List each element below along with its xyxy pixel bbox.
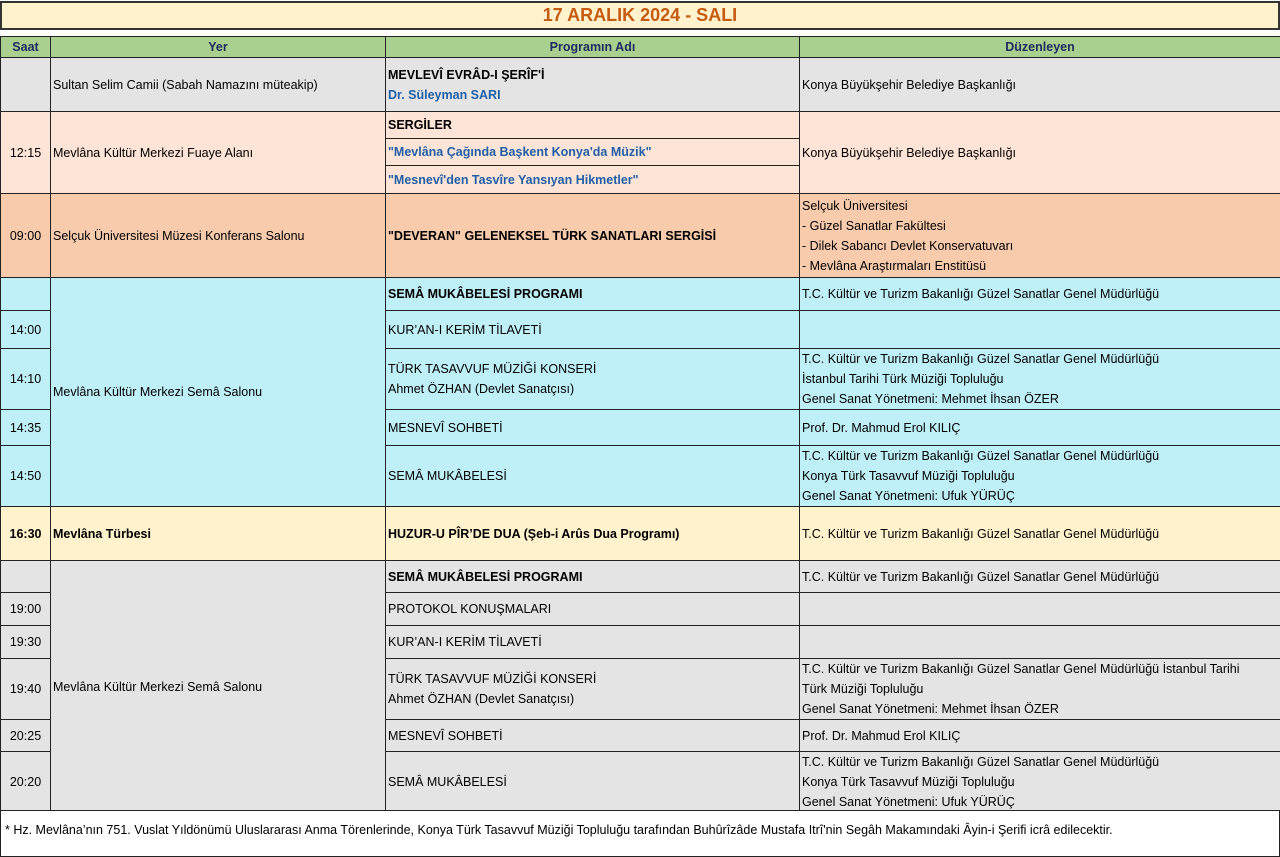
venue-cell: [51, 112, 386, 194]
cell-line: TÜRK TASAVVUF MÜZİĞİ KONSERİ: [388, 362, 597, 376]
organizer-cell: [800, 349, 1280, 410]
program-cell: [386, 166, 800, 194]
organizer-cell: [800, 58, 1280, 112]
organizer-cell: [800, 593, 1280, 626]
cell-line: SEMÂ MUKÂBELESİ: [388, 469, 507, 483]
header-duzenleyen: Düzenleyen: [800, 37, 1280, 58]
cell-line: - Dilek Sabancı Devlet Konservatuvarı: [802, 238, 1014, 253]
time-cell: [1, 659, 51, 720]
cell-line: Selçuk Üniversitesi Müzesi Konferans Salonu: [53, 228, 305, 243]
cell-line: Ahmet ÖZHAN (Devlet Sanatçısı): [388, 382, 575, 396]
cell-line: Konya Türk Tasavvuf Müziği Topluluğu: [802, 775, 1015, 789]
organizer-cell: [800, 720, 1280, 752]
footnote: * Hz. Mevlâna’nın 751. Vuslat Yıldönümü Uluslararası Anma Törenlerinde, Konya Türk Tasavvuf Müziği Topluluğu tarafından Buhûrîzâde Mustafa Itrî'nin Segâh Makamındaki Âyin-i Şerifi icrâ edilecektir.: [0, 810, 1280, 857]
venue-cell: [51, 58, 386, 112]
organizer-cell: [800, 507, 1280, 561]
venue-cell: [51, 561, 386, 813]
cell-line: T.C. Kültür ve Turizm Bakanlığı Güzel Sanatlar Genel Müdürlüğü: [802, 287, 1160, 301]
cell-line: Prof. Dr. Mahmud Erol KILIÇ: [802, 728, 961, 743]
time-cell: [1, 752, 51, 813]
time-cell: [1, 561, 51, 593]
table-row: [1, 58, 1280, 112]
cell-line: Genel Sanat Yönetmeni: Mehmet İhsan ÖZER: [802, 392, 1059, 406]
organizer-cell: [800, 194, 1280, 278]
cell-line: Ahmet ÖZHAN (Devlet Sanatçısı): [388, 692, 575, 706]
header-saat: Saat: [1, 37, 51, 58]
program-cell: [386, 507, 800, 561]
cell-line: Mevlâna Kültür Merkezi Semâ Salonu: [53, 385, 263, 399]
cell-line: Genel Sanat Yönetmeni: Ufuk YÜRÜÇ: [802, 489, 1015, 503]
program-cell: [386, 58, 800, 112]
cell-line: 20:20: [9, 775, 42, 789]
time-cell: [1, 58, 51, 112]
time-cell: [1, 593, 51, 626]
program-cell: [386, 349, 800, 410]
cell-line: Genel Sanat Yönetmeni: Ufuk YÜRÜÇ: [802, 795, 1015, 809]
cell-line: T.C. Kültür ve Turizm Bakanlığı Güzel Sanatlar Genel Müdürlüğü: [802, 755, 1160, 769]
program-cell: [386, 752, 800, 813]
time-cell: [1, 311, 51, 349]
program-cell: [386, 561, 800, 593]
cell-line: T.C. Kültür ve Turizm Bakanlığı Güzel Sanatlar Genel Müdürlüğü: [802, 449, 1160, 463]
cell-line: Konya Büyükşehir Belediye Başkanlığı: [802, 145, 1017, 160]
program-cell: [386, 410, 800, 446]
time-cell: [1, 720, 51, 752]
cell-line: 16:30: [9, 526, 42, 541]
organizer-cell: [800, 311, 1280, 349]
cell-line: 14:10: [9, 372, 42, 386]
cell-line: SEMÂ MUKÂBELESİ PROGRAMI: [388, 569, 583, 584]
cell-line: Selçuk Üniversitesi: [802, 198, 908, 213]
program-cell: [386, 720, 800, 752]
table-row: [1, 278, 1280, 311]
cell-line: Mevlâna Kültür Merkezi Semâ Salonu: [53, 679, 263, 694]
cell-line: Sultan Selim Camii (Sabah Namazını müteakip): [53, 77, 318, 92]
organizer-cell: [800, 112, 1280, 194]
cell-line: T.C. Kültür ve Turizm Bakanlığı Güzel Sanatlar Genel Müdürlüğü İstanbul Tarihi: [802, 662, 1240, 676]
program-cell: [386, 278, 800, 311]
time-cell: [1, 446, 51, 507]
header-yer: Yer: [51, 37, 386, 58]
program-cell: [386, 112, 800, 139]
header-row: [1, 37, 1280, 58]
cell-line: KUR’AN-I KERİM TİLAVETİ: [388, 322, 542, 337]
cell-line: - Mevlâna Araştırmaları Enstitüsü: [802, 258, 987, 273]
cell-line: "DEVERAN" GELENEKSEL TÜRK SANATLARI SERGİSİ: [388, 228, 717, 243]
cell-line: Konya Türk Tasavvuf Müziği Topluluğu: [802, 469, 1015, 483]
table-row: [1, 507, 1280, 561]
cell-line: Mevlâna Kültür Merkezi Fuaye Alanı: [53, 145, 254, 160]
cell-line: Mevlâna Türbesi: [53, 526, 151, 541]
cell-line: 19:40: [9, 682, 42, 696]
program-cell: [386, 626, 800, 659]
cell-line: 14:00: [9, 322, 42, 337]
program-cell: [386, 194, 800, 278]
cell-line: 19:30: [9, 635, 42, 649]
organizer-cell: [800, 659, 1280, 720]
cell-line: T.C. Kültür ve Turizm Bakanlığı Güzel Sanatlar Genel Müdürlüğü: [802, 569, 1160, 584]
organizer-cell: [800, 446, 1280, 507]
page-title: 17 ARALIK 2024 - SALI: [0, 1, 1280, 30]
cell-line: MESNEVÎ SOHBETİ: [388, 420, 503, 435]
time-cell: [1, 194, 51, 278]
cell-line: T.C. Kültür ve Turizm Bakanlığı Güzel Sanatlar Genel Müdürlüğü: [802, 352, 1160, 366]
cell-line: 14:50: [9, 469, 42, 483]
time-cell: [1, 278, 51, 311]
program-cell: [386, 446, 800, 507]
organizer-cell: [800, 752, 1280, 813]
venue-cell: [51, 194, 386, 278]
time-cell: [1, 410, 51, 446]
cell-line: 12:15: [9, 145, 42, 160]
cell-line: - Güzel Sanatlar Fakültesi: [802, 218, 946, 233]
venue-cell: [51, 278, 386, 507]
table-row: [1, 561, 1280, 593]
cell-line: HUZUR-U PÎR’DE DUA (Şeb-i Arûs Dua Programı): [388, 526, 680, 541]
cell-line: "Mesnevî'den Tasvîre Yansıyan Hikmetler": [388, 172, 639, 187]
time-cell: [1, 507, 51, 561]
cell-line: SERGİLER: [388, 118, 452, 132]
cell-line: İstanbul Tarihi Türk Müziği Topluluğu: [802, 372, 1004, 386]
cell-line: TÜRK TASAVVUF MÜZİĞİ KONSERİ: [388, 672, 597, 686]
cell-line: MEVLEVÎ EVRÂD-I ŞERÎF'İ: [388, 67, 545, 82]
table-row: [1, 112, 1280, 139]
cell-line: T.C. Kültür ve Turizm Bakanlığı Güzel Sanatlar Genel Müdürlüğü: [802, 526, 1160, 541]
time-cell: [1, 349, 51, 410]
cell-line: "Mevlâna Çağında Başkent Konya'da Müzik": [388, 145, 652, 159]
cell-line: MESNEVÎ SOHBETİ: [388, 728, 503, 743]
program-cell: [386, 593, 800, 626]
cell-line: Genel Sanat Yönetmeni: Mehmet İhsan ÖZER: [802, 702, 1059, 716]
organizer-cell: [800, 278, 1280, 311]
cell-line: 09:00: [9, 228, 42, 243]
table-row: [1, 194, 1280, 278]
organizer-cell: [800, 410, 1280, 446]
program-cell: [386, 311, 800, 349]
program-cell: [386, 659, 800, 720]
cell-line: Prof. Dr. Mahmud Erol KILIÇ: [802, 420, 961, 435]
time-cell: [1, 112, 51, 194]
venue-cell: [51, 507, 386, 561]
cell-line: 19:00: [9, 602, 42, 616]
cell-line: 20:25: [9, 728, 42, 743]
program-cell: [386, 139, 800, 166]
cell-line: KUR’AN-I KERİM TİLAVETİ: [388, 635, 542, 649]
cell-line: Dr. Süleyman SARI: [388, 87, 501, 102]
organizer-cell: [800, 626, 1280, 659]
cell-line: SEMÂ MUKÂBELESİ PROGRAMI: [388, 287, 583, 301]
cell-line: 14:35: [9, 420, 42, 435]
cell-line: Konya Büyükşehir Belediye Başkanlığı: [802, 77, 1017, 92]
header-program: Programın Adı: [386, 37, 800, 58]
cell-line: SEMÂ MUKÂBELESİ: [388, 775, 507, 789]
time-cell: [1, 626, 51, 659]
schedule-table: [0, 36, 1280, 813]
cell-line: Türk Müziği Topluluğu: [802, 682, 924, 696]
organizer-cell: [800, 561, 1280, 593]
cell-line: PROTOKOL KONUŞMALARI: [388, 602, 552, 616]
